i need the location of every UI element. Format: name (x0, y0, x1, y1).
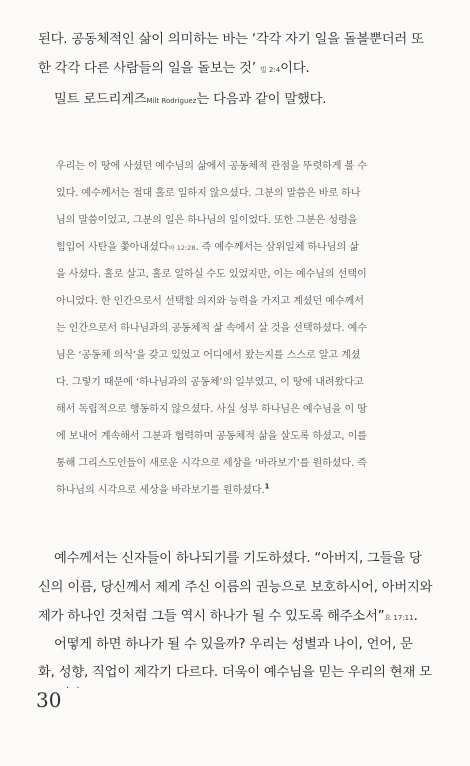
intro-line-1: 된다. 공동체적인 삶이 의미하는 바는 ‘각각 자기 일을 돌볼뿐더러 또 (38, 32, 424, 47)
quote-line-text: . 즉 예수께서는 삼위일체 하나님의 삶 (195, 242, 359, 253)
body-line-end: . (413, 609, 418, 624)
page-number: 30 (36, 688, 62, 712)
bible-reference: 빌 2:4 (259, 66, 281, 74)
body-line: 화, 성향, 직업이 제각기 다르다. 더욱이 예수님을 믿는 우리의 현재 모 (38, 665, 432, 680)
body-line-text: 제가 하나인 것처럼 그들 역시 하나가 될 수 있도록 해주소서” (38, 609, 385, 624)
intro-line-2-end: 이다. (280, 61, 310, 76)
quote-line (56, 238, 359, 253)
quote-line: 님은 ‘공동체 의식’을 갖고 있었고 어디에서 왔는지를 스스로 알고 계셨 (56, 350, 361, 361)
quote-line-text: 하나님의 시각으로 세상을 바라보기를 원하셨다. (56, 485, 265, 496)
body-line (38, 605, 418, 624)
body-line: 어떻게 하면 하나가 될 수 있을까? 우리는 성별과 나이, 언어, 문 (54, 637, 413, 652)
author-name: 밀트 로드리게즈 (54, 92, 147, 107)
quote-line-text: 힘입어 사탄을 쫓아내셨다 (56, 242, 169, 253)
bible-reference: 마 12:28 (168, 244, 196, 252)
quote-line: 통해 그리스도인들이 새로운 시각으로 세상을 ‘바라보기’를 원하셨다. 즉 (56, 458, 367, 469)
quote-line: 다. 그렇기 때문에 ‘하나님과의 공동체’의 일부였고, 이 땅에 내려왔다고 (56, 377, 364, 388)
quote-line: 을 사셨다. 홀로 살고, 홀로 일하실 수도 있었지만, 이는 예수님의 선택이 (56, 269, 367, 280)
bible-reference: 요 17:11 (384, 614, 414, 622)
intro-line-2 (38, 57, 309, 76)
quote-line: 아니었다. 한 인간으로서 선택할 의지와 능력을 가지고 계셨던 예수께서 (56, 296, 364, 307)
body-line: 예수께서는 신자들이 하나되기를 기도하셨다. “아버지, 그들을 당 (54, 551, 422, 566)
intro-line-3 (54, 88, 326, 107)
intro-line-3-end: 는 다음과 같이 말했다. (196, 92, 327, 107)
page-number-dots: · · (66, 683, 82, 694)
quote-line: 우리는 이 땅에 사셨던 예수님의 삶에서 공동체적 관점을 뚜렷하게 볼 수 (56, 161, 367, 172)
body-line: 신의 이름, 당신께서 제게 주신 이름의 권능으로 보호하시어, 아버지와 (38, 580, 433, 595)
footnote-marker: 1 (264, 482, 270, 491)
quote-line: 는 인간으로서 하나님과의 공동체적 삶 속에서 살 것을 선택하셨다. 예수 (56, 323, 367, 334)
author-latin-name: Milt Rodriguez (146, 97, 197, 105)
quote-line: 님의 말씀이었고, 그분의 일은 하나님의 일이었다. 또한 그분은 성령을 (56, 215, 358, 226)
quote-line: 있다. 예수께서는 절대 홀로 일하지 않으셨다. 그분의 말씀은 바로 하나 (56, 188, 361, 199)
quote-line: 해서 독립적으로 행동하지 않으셨다. 사실 성부 하나님은 예수님을 이 땅 (56, 404, 367, 415)
quote-line: 에 보내어 계속해서 그분과 협력하며 공동체적 삶을 살도록 하셨고, 이를 (56, 431, 367, 442)
quote-line (56, 481, 269, 496)
intro-line-2-text: 한 각각 다른 사람들의 일을 돌보는 것’ (38, 61, 256, 76)
